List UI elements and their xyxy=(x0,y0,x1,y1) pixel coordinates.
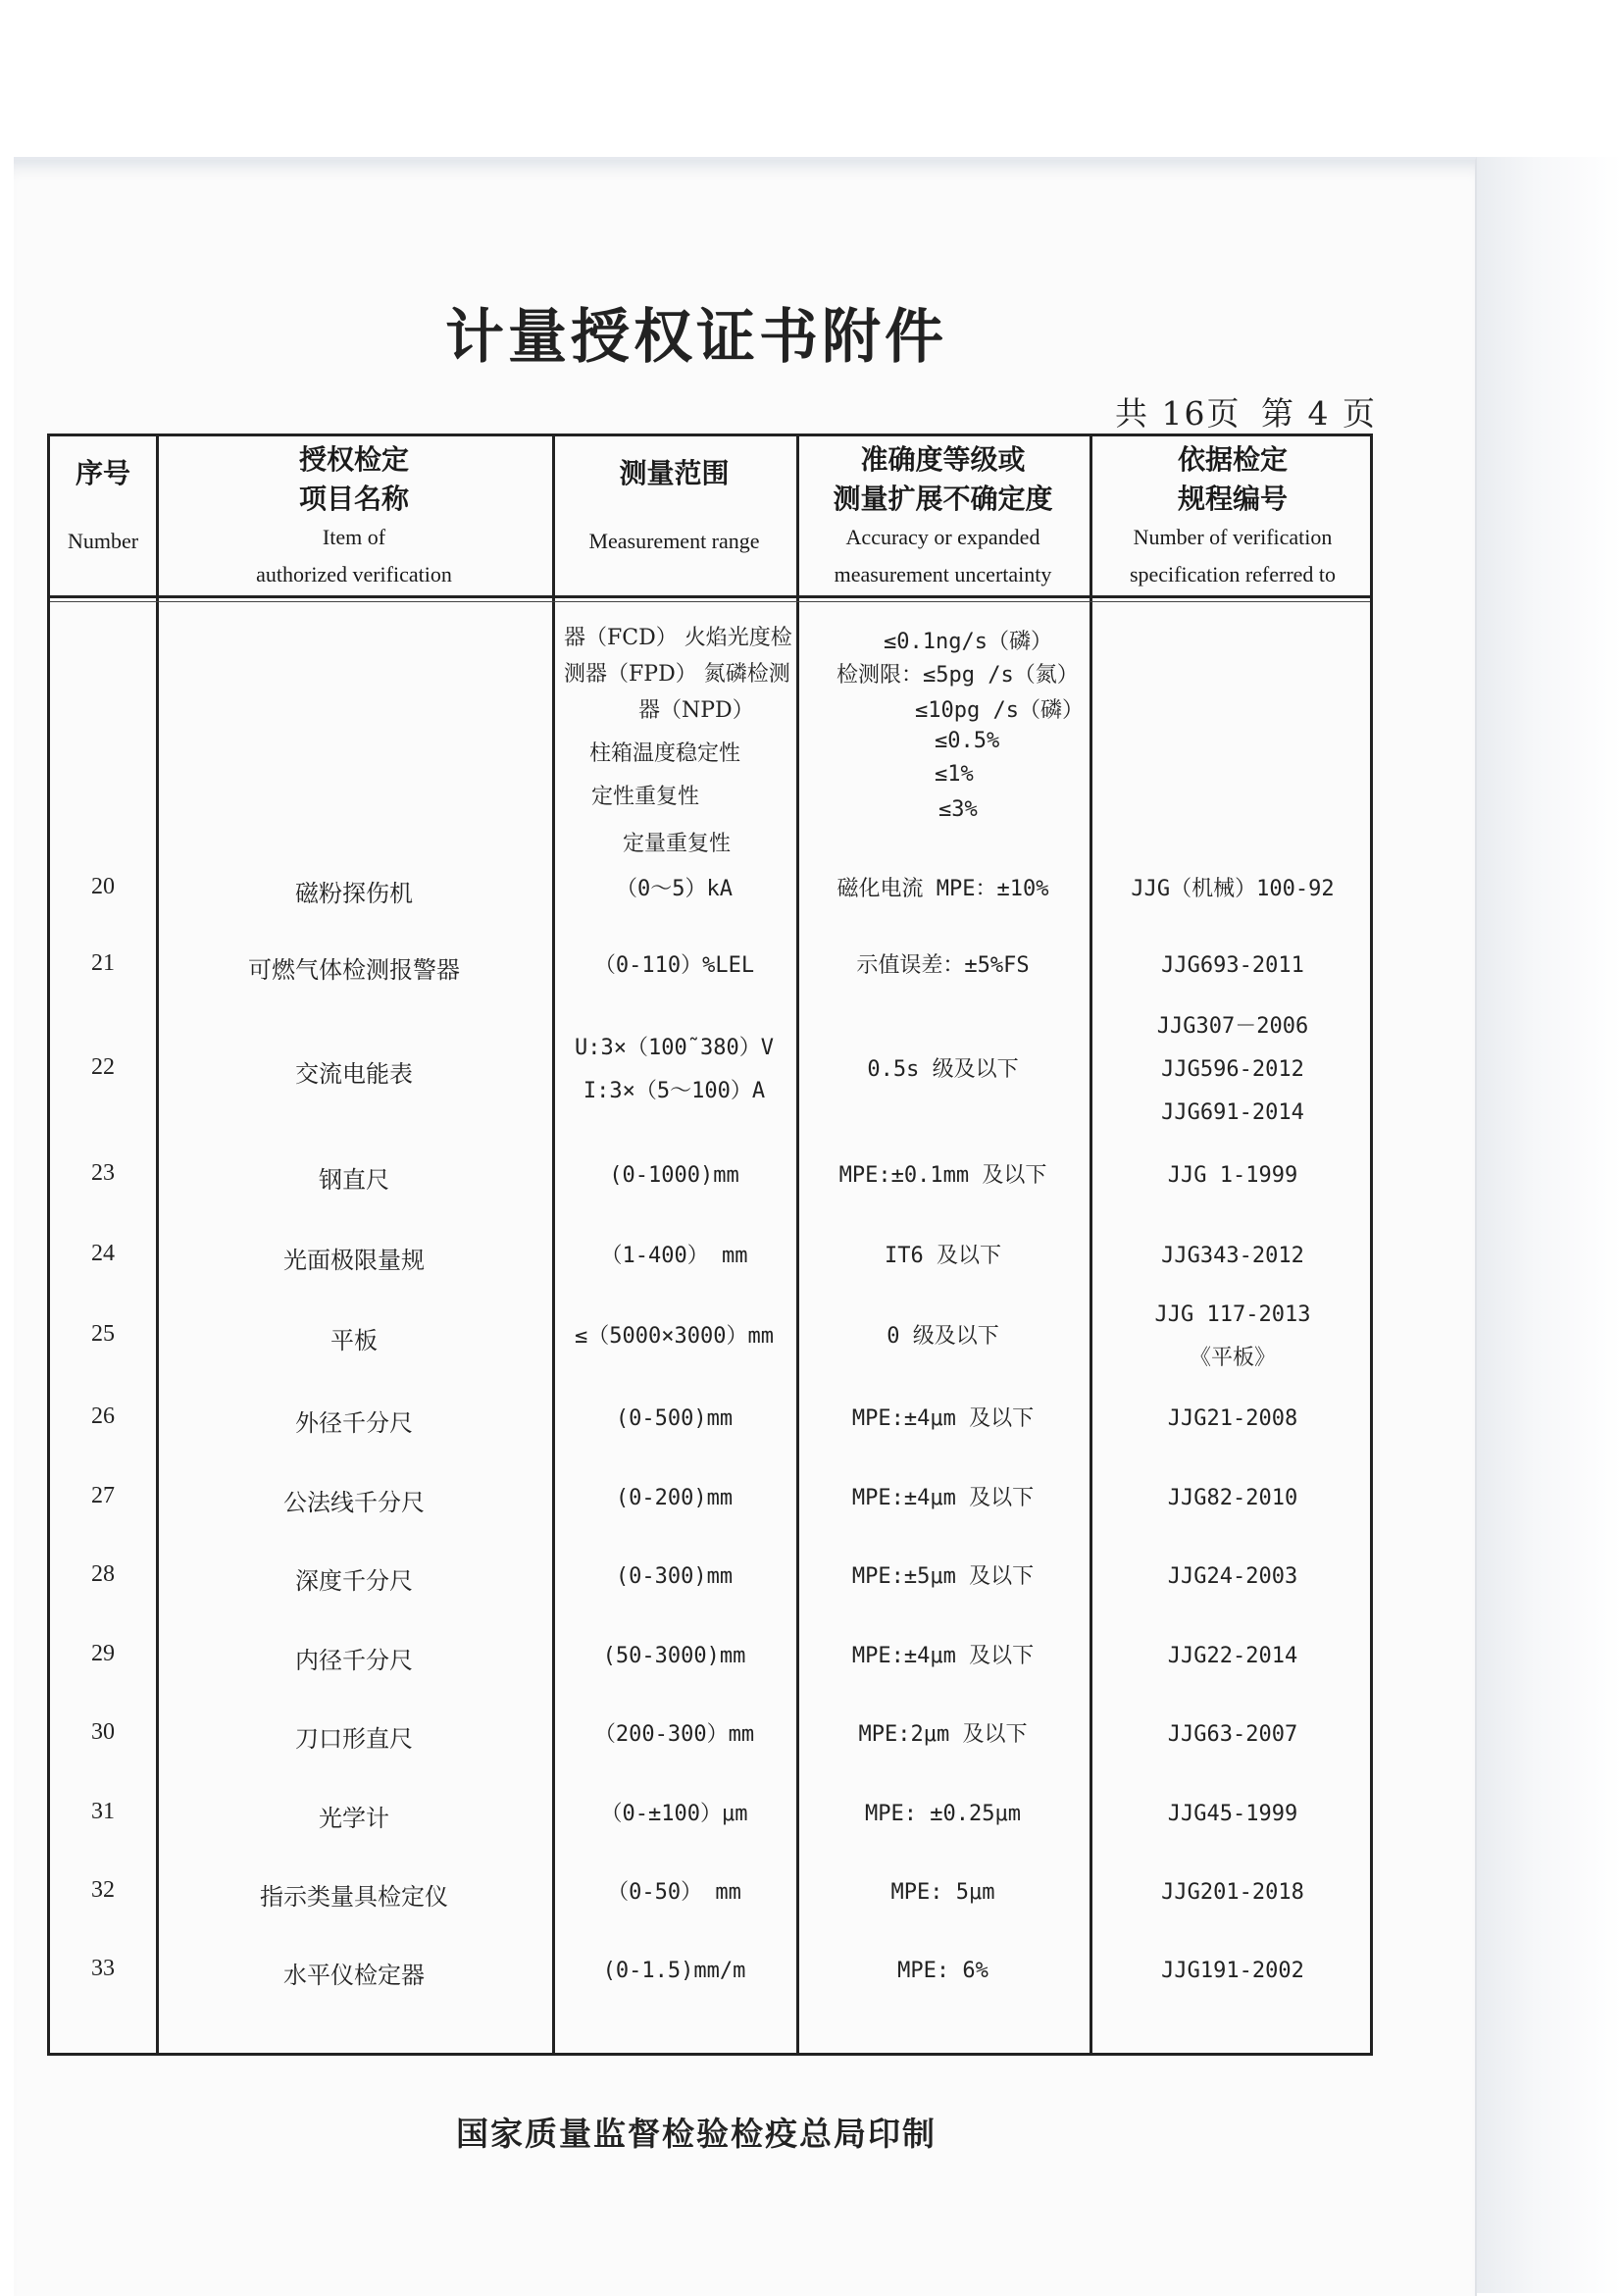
header-accuracy-en: Accuracy or expanded xyxy=(845,525,1040,549)
continued-range-line: 定量重复性 xyxy=(623,832,732,856)
row-spec xyxy=(1090,868,1376,911)
row-item-name: 磁粉探伤机 xyxy=(295,880,413,907)
row-spec-line: JJG22-2014 xyxy=(1167,1644,1298,1668)
row-number: 21 xyxy=(91,950,115,976)
row-accuracy xyxy=(796,1048,1090,1092)
row-accuracy-line: MPE:±5μm 及以下 xyxy=(851,1564,1035,1589)
row-range xyxy=(552,1027,796,1113)
header-divider xyxy=(50,595,1370,598)
row-accuracy xyxy=(796,1713,1090,1757)
row-range-line: (0-500)mm xyxy=(615,1406,734,1431)
row-spec-line: JJG 117-2013 xyxy=(1154,1302,1311,1327)
header-spec xyxy=(1090,436,1376,595)
row-item-name: 深度千分尺 xyxy=(295,1567,413,1595)
row-range xyxy=(552,1793,796,1836)
row-accuracy-line: MPE:2μm 及以下 xyxy=(858,1722,1028,1747)
row-range-line: (50-3000)mm xyxy=(602,1644,746,1668)
row-accuracy xyxy=(796,1477,1090,1520)
row-range xyxy=(552,1556,796,1599)
scan-edge-strip xyxy=(1477,157,1622,2293)
header-item-zh: 项目名称 xyxy=(298,483,409,515)
row-range xyxy=(552,1154,796,1198)
continued-accuracy-line: 检测限：≤5pg /s（氮） xyxy=(836,663,1079,688)
row-accuracy xyxy=(796,944,1090,988)
header-item-zh: 授权检定 xyxy=(298,443,409,476)
row-spec xyxy=(1090,1950,1376,1993)
continued-range-line: 定性重复性 xyxy=(591,785,700,809)
row-number: 29 xyxy=(91,1641,115,1666)
row-accuracy xyxy=(796,1154,1090,1198)
header-number xyxy=(50,436,156,595)
row-item-name: 内径千分尺 xyxy=(295,1647,413,1674)
header-item xyxy=(156,436,552,595)
row-number: 20 xyxy=(91,874,115,899)
row-spec xyxy=(1090,1398,1376,1441)
document-title: 计量授权证书附件 xyxy=(445,303,947,372)
row-item-name: 平板 xyxy=(330,1327,378,1354)
continued-accuracy-line: ≤0.5% xyxy=(935,729,1000,753)
continued-accuracy-line: ≤0.1ng/s（磷） xyxy=(884,630,1052,654)
header-range-en: Measurement range xyxy=(588,529,760,553)
row-range-line: （1-400） mm xyxy=(600,1244,748,1268)
row-range-line: ≤（5000×3000）mm xyxy=(575,1324,774,1349)
row-spec xyxy=(1090,1294,1376,1380)
row-accuracy xyxy=(796,1556,1090,1599)
row-range-line: (0-1.5)mm/m xyxy=(602,1959,746,1983)
row-range xyxy=(552,1235,796,1278)
continued-range-line: 柱箱温度稳定性 xyxy=(589,741,741,766)
row-accuracy-line: MPE: 5μm xyxy=(890,1880,995,1905)
row-accuracy xyxy=(796,1315,1090,1358)
row-spec-line: JJG596-2012 xyxy=(1161,1057,1304,1082)
row-accuracy-line: MPE: ±0.25μm xyxy=(865,1802,1021,1826)
row-number: 26 xyxy=(91,1403,115,1429)
row-number: 30 xyxy=(91,1719,115,1745)
row-spec xyxy=(1090,1713,1376,1757)
row-range xyxy=(552,1950,796,1993)
header-spec-zh: 依据检定 xyxy=(1177,443,1288,476)
row-spec xyxy=(1090,944,1376,988)
row-accuracy-line: 磁化电流 MPE：±10% xyxy=(836,877,1049,901)
row-spec-line: JJG 1-1999 xyxy=(1167,1163,1298,1188)
row-item-name: 光面极限量规 xyxy=(283,1247,425,1274)
header-accuracy-en: measurement uncertainty xyxy=(834,562,1052,587)
row-accuracy-line: IT6 及以下 xyxy=(885,1244,1001,1268)
row-item-name: 可燃气体检测报警器 xyxy=(248,956,460,984)
row-range xyxy=(552,1713,796,1757)
row-item-name: 钢直尺 xyxy=(319,1166,389,1194)
row-spec-line: JJG21-2008 xyxy=(1167,1406,1298,1431)
continued-range-line: 测器（FPD） 氮磷检测 xyxy=(564,662,790,687)
row-spec-line: JJG191-2002 xyxy=(1161,1959,1304,1983)
row-accuracy-line: 0 级及以下 xyxy=(887,1324,999,1349)
row-range-line: I:3×（5～100）A xyxy=(583,1079,766,1103)
row-spec xyxy=(1090,1635,1376,1678)
row-range-line: （0～5）kA xyxy=(616,877,733,901)
row-range-line: U:3×（100˜380）V xyxy=(575,1036,774,1060)
row-item-name: 指示类量具检定仪 xyxy=(260,1883,448,1911)
header-spec-en: Number of verification xyxy=(1133,525,1333,549)
row-accuracy xyxy=(796,1398,1090,1441)
row-range-line: (0-1000)mm xyxy=(609,1163,739,1188)
row-spec-line: JJG343-2012 xyxy=(1161,1244,1304,1268)
row-spec-line: JJG24-2003 xyxy=(1167,1564,1298,1589)
page-current: 第 4 页 xyxy=(1261,394,1377,433)
row-number: 23 xyxy=(91,1160,115,1186)
row-item-name: 刀口形直尺 xyxy=(295,1725,413,1753)
row-number: 32 xyxy=(91,1877,115,1903)
row-accuracy xyxy=(796,1871,1090,1914)
row-range-line: (0-300)mm xyxy=(615,1564,734,1589)
continued-range-line: 器（NPD） xyxy=(638,698,754,723)
row-spec-line: JJG82-2010 xyxy=(1167,1486,1298,1510)
row-spec xyxy=(1090,1793,1376,1836)
row-spec xyxy=(1090,1477,1376,1520)
header-accuracy-zh: 准确度等级或 xyxy=(860,443,1026,476)
row-spec-line: JJG307－2006 xyxy=(1156,1014,1309,1039)
row-spec-line: JJG45-1999 xyxy=(1167,1802,1298,1826)
row-item-name: 光学计 xyxy=(319,1805,389,1832)
row-range xyxy=(552,1871,796,1914)
row-accuracy-line: MPE:±4μm 及以下 xyxy=(851,1406,1035,1431)
row-accuracy xyxy=(796,868,1090,911)
row-spec-line: JJG691-2014 xyxy=(1161,1100,1304,1125)
header-item-en: authorized verification xyxy=(256,562,452,587)
row-number: 28 xyxy=(91,1561,115,1587)
row-range xyxy=(552,1398,796,1441)
row-range-line: （0-±100）μm xyxy=(600,1802,748,1826)
row-accuracy-line: MPE:±4μm 及以下 xyxy=(851,1644,1035,1668)
row-spec xyxy=(1090,1154,1376,1198)
row-number: 22 xyxy=(91,1054,115,1080)
row-accuracy xyxy=(796,1635,1090,1678)
row-range xyxy=(552,868,796,911)
continued-range-line: 器（FCD） 火焰光度检 xyxy=(564,626,792,650)
page-counter xyxy=(1107,388,1377,434)
row-range-line: （0-50） mm xyxy=(607,1880,741,1905)
row-item-name: 水平仪检定器 xyxy=(283,1962,425,1989)
row-item-name: 公法线千分尺 xyxy=(283,1489,425,1516)
row-range xyxy=(552,1315,796,1358)
row-number: 27 xyxy=(91,1483,115,1508)
continued-accuracy-line: ≤3% xyxy=(938,797,978,822)
header-number-en: Number xyxy=(67,529,139,553)
header-range-zh: 测量范围 xyxy=(619,457,730,489)
row-accuracy-line: 0.5s 级及以下 xyxy=(867,1057,1019,1082)
row-spec-line: JJG63-2007 xyxy=(1167,1722,1298,1747)
row-spec xyxy=(1090,1235,1376,1278)
row-accuracy xyxy=(796,1235,1090,1278)
certificate-table xyxy=(47,434,1373,2056)
row-number: 33 xyxy=(91,1956,115,1981)
row-range-line: （200-300）mm xyxy=(593,1722,755,1747)
row-item-name: 交流电能表 xyxy=(295,1060,413,1088)
row-spec xyxy=(1090,1871,1376,1914)
header-spec-zh: 规程编号 xyxy=(1177,483,1288,515)
continued-accuracy-line: ≤10pg /s（磷） xyxy=(915,698,1084,723)
row-range xyxy=(552,1477,796,1520)
row-spec-line: JJG（机械）100-92 xyxy=(1131,877,1335,901)
row-accuracy xyxy=(796,1950,1090,1993)
header-accuracy-zh: 测量扩展不确定度 xyxy=(833,483,1053,515)
row-number: 24 xyxy=(91,1241,115,1266)
footer-printer: 国家质量监督检验检疫总局印制 xyxy=(456,2115,937,2153)
row-spec-line: JJG693-2011 xyxy=(1161,953,1304,978)
header-number-zh: 序号 xyxy=(75,457,130,489)
row-accuracy-line: 示值误差：±5%FS xyxy=(856,953,1030,978)
row-number: 25 xyxy=(91,1321,115,1347)
row-item-name: 外径千分尺 xyxy=(295,1409,413,1437)
row-range-line: (0-200)mm xyxy=(615,1486,734,1510)
row-accuracy-line: MPE:±4μm 及以下 xyxy=(851,1486,1035,1510)
header-range xyxy=(552,436,796,595)
row-accuracy-line: MPE:±0.1mm 及以下 xyxy=(838,1163,1047,1188)
header-item-en: Item of xyxy=(322,525,386,549)
header-spec-en: specification referred to xyxy=(1129,562,1337,587)
row-spec-line: 《平板》 xyxy=(1189,1346,1276,1370)
header-divider-inner xyxy=(50,601,1370,602)
page-total: 共 16页 xyxy=(1115,394,1242,433)
row-range xyxy=(552,1635,796,1678)
row-spec xyxy=(1090,1005,1376,1135)
row-spec xyxy=(1090,1556,1376,1599)
row-accuracy xyxy=(796,1793,1090,1836)
row-number: 31 xyxy=(91,1799,115,1824)
row-range-line: （0-110）%LEL xyxy=(593,953,755,978)
row-spec-line: JJG201-2018 xyxy=(1161,1880,1304,1905)
row-range xyxy=(552,944,796,988)
row-accuracy-line: MPE: 6% xyxy=(897,1959,988,1983)
header-accuracy xyxy=(796,436,1090,595)
continued-accuracy-line: ≤1% xyxy=(935,762,974,787)
